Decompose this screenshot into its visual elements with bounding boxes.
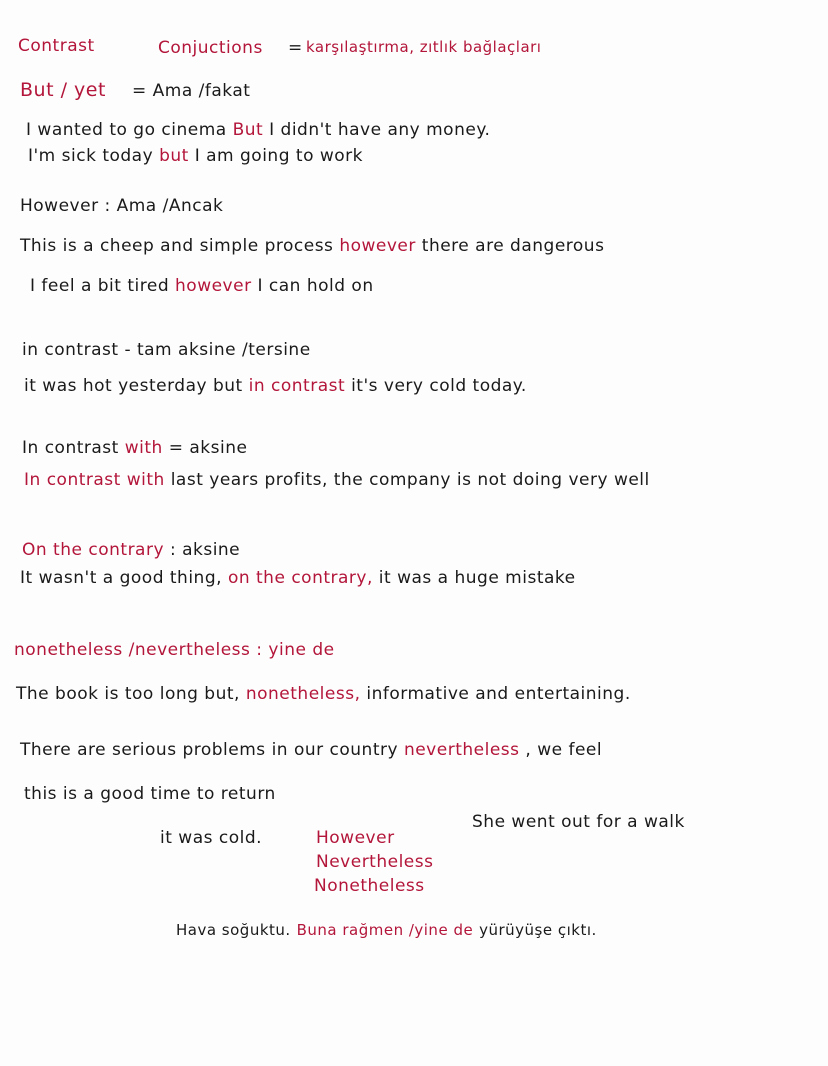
meaning-in-contrast: - tam aksine /tersine [124,340,311,360]
example-text: last years profits, the company is not doing very well [170,470,650,490]
term-however: However : Ama /Ancak [20,196,224,216]
example-text: there are dangerous [421,236,605,256]
example-in-contrast [24,376,527,396]
example-text: There are serious problems [20,740,266,760]
term-in-contrast-with-line [22,438,247,458]
keyword-on-the-contrary: on the contrary, [227,568,373,588]
translation-text: Hava soğuktu. [176,921,291,939]
translation-keyword: Buna rağmen /yine de [296,921,474,939]
example-text: in our country [271,740,399,760]
term-on-the: On the [22,540,83,560]
term-in-contrast-line [22,340,311,360]
example-text: I can hold on [257,276,374,296]
example-text: I'm sick today [28,146,154,166]
example-text: It wasn't a good thing, [20,568,223,588]
example-in-contrast-with [24,470,650,490]
keyword-in-contrast: in contrast [248,376,346,396]
heading-turkish: karşılaştırma, zıtlık bağlaçları [306,38,542,56]
term-on-the-contrary-line [22,540,240,560]
heading-contrast: Contrast [18,36,95,56]
example-text: I am going to work [194,146,364,166]
example-on-the-contrary [20,568,576,588]
term-in-contrast: In contrast [22,438,119,458]
example-text: it was hot yesterday but [24,376,243,396]
example-text: informative and entertaining. [366,684,631,704]
term-with: with [124,438,163,458]
keyword-nonetheless: nonetheless, [245,684,361,704]
equals-sign: = [288,38,303,58]
keyword-in-contrast: In contrast [24,470,121,490]
example-but-2 [28,146,363,166]
example-text: it's very cold today. [351,376,527,396]
heading-conjunctions: Conjuctions [158,38,263,58]
keyword-but: but [159,146,189,166]
term-in-contrast: in contrast [22,340,119,360]
option-however: However [316,828,395,848]
meaning-on-the-contrary: : aksine [169,540,241,560]
example-text: The book is too long but, [16,684,240,704]
term-contrary: contrary [88,540,165,560]
example-text: , we feel [525,740,603,760]
example-text: I feel a bit tired [30,276,170,296]
example-text: I wanted to go cinema [26,120,227,140]
example-cold-prefix: it was cold. [160,828,263,848]
example-walk-suffix: She went out for a walk [472,812,685,832]
option-nonetheless: Nonetheless [314,876,425,896]
meaning-in-contrast-with: = aksine [168,438,248,458]
translation-text: yürüyüşe çıktı. [479,921,597,939]
example-however-2 [30,276,374,296]
example-but-1 [26,120,490,140]
keyword-nevertheless: nevertheless [403,740,520,760]
example-nonetheless-1 [16,684,631,704]
example-nevertheless-1 [20,740,602,760]
example-text: I didn't have any money. [269,120,491,140]
term-but-yet: But / yet [20,79,106,101]
term-nonetheless: nonetheless /nevertheless : yine de [14,640,335,660]
keyword-with: with [126,470,165,490]
turkish-translation [176,920,597,940]
meaning-but-yet: = Ama /fakat [132,81,251,101]
keyword-however: however [339,236,416,256]
example-nevertheless-1-cont: this is a good time to return [24,784,276,804]
example-text: This is a cheep and simple process [20,236,334,256]
example-text: it was a huge mistake [378,568,576,588]
option-nevertheless: Nevertheless [316,852,434,872]
keyword-however: however [175,276,252,296]
keyword-but: But [232,120,264,140]
example-however-1 [20,236,604,256]
